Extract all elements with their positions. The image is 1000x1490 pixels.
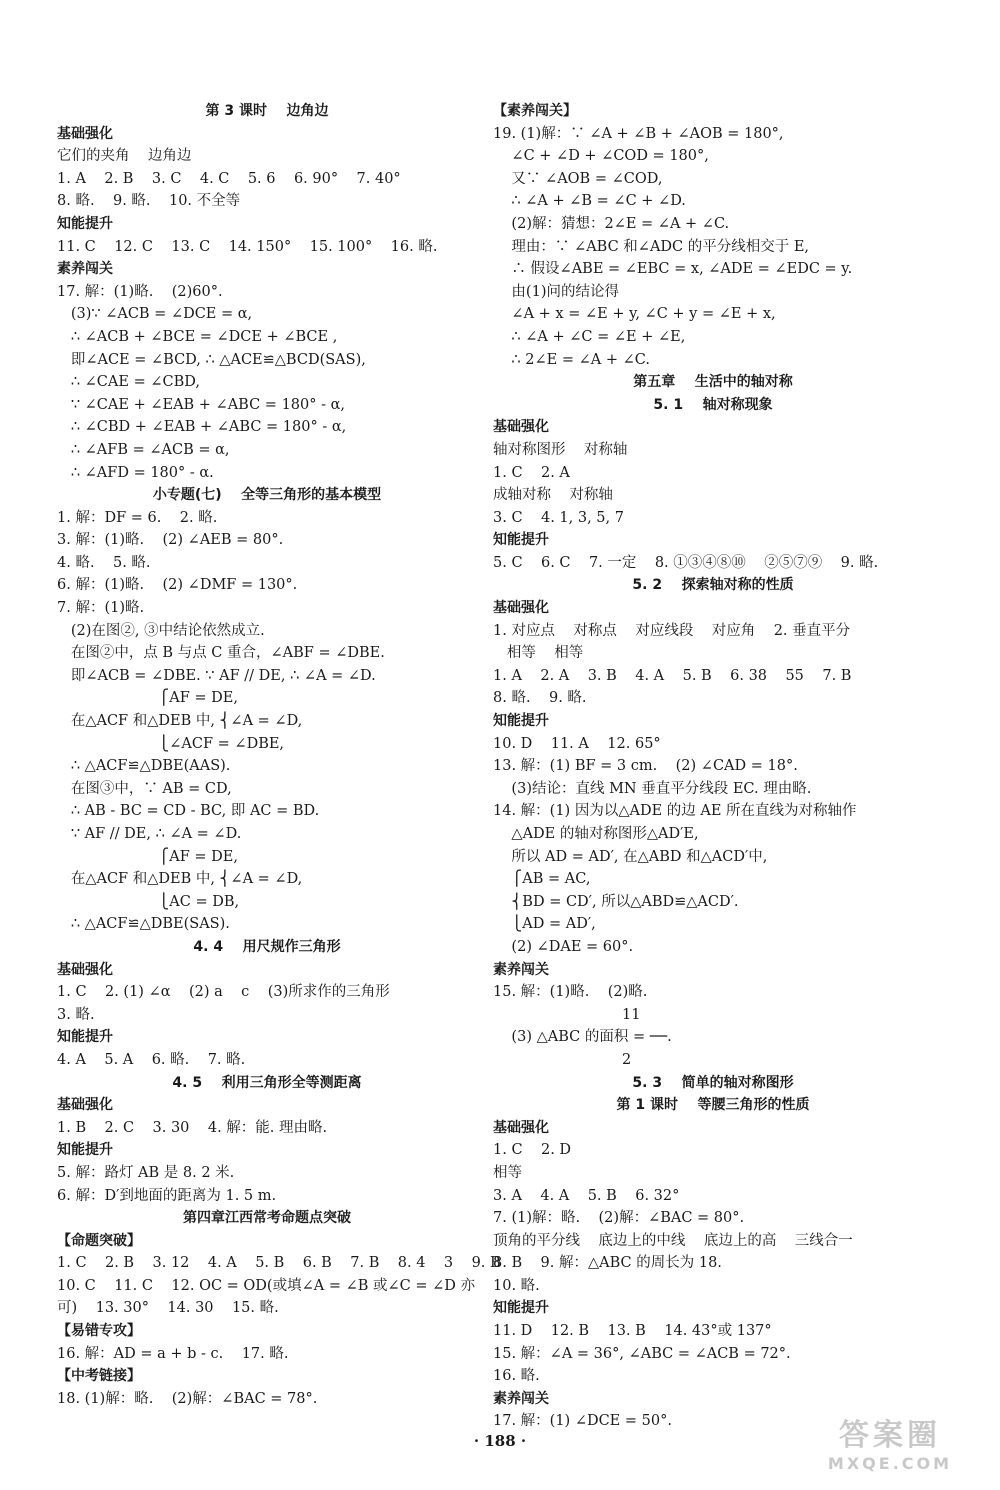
- section-label: 基础强化: [493, 1119, 549, 1136]
- answer-line: ∴ ∠ACB + ∠BCE = ∠DCE + ∠BCE ,: [57, 328, 338, 345]
- watermark-text: 答案圈: [839, 1418, 941, 1453]
- answer-line: 6. 解：D′到地面的距离为 1. 5 m.: [57, 1187, 277, 1204]
- section-heading: 第 3 课时 边角边: [205, 103, 329, 119]
- answer-line: 2: [493, 1051, 632, 1068]
- answer-line: 11. C 12. C 13. C 14. 150° 15. 100° 16. 略.: [57, 238, 438, 255]
- answer-line: 即∠ACB = ∠DBE. ∵ AF // DE, ∴ ∠A = ∠D.: [57, 667, 376, 684]
- section-label: 知能提升: [57, 1029, 113, 1046]
- answer-line: 1. B 2. C 3. 30 4. 解：能. 理由略.: [57, 1119, 328, 1136]
- section-heading: 4. 4 用尺规作三角形: [193, 938, 341, 955]
- answer-line: 8. 略. 9. 略. 10. 不全等: [57, 193, 241, 210]
- answer-line: 相等 相等: [493, 645, 584, 662]
- section-heading: 5. 1 轴对称现象: [653, 396, 773, 413]
- answer-line: 在图②中，点 B 与点 C 重合，∠ABF = ∠DBE.: [57, 645, 385, 662]
- section-label: 知能提升: [493, 713, 549, 730]
- section-label: 素养闯关: [57, 261, 113, 278]
- answer-line: 3. 略.: [57, 1006, 95, 1023]
- section-heading: 第 1 课时 等腰三角形的性质: [616, 1097, 810, 1114]
- section-label: 基础强化: [57, 1097, 113, 1114]
- answer-line: 13. 解：(1) BF = 3 cm. (2) ∠CAD = 18°.: [493, 758, 798, 775]
- section-label: 【命题突破】: [57, 1232, 141, 1249]
- answer-line: 3. A 4. A 5. B 6. 32°: [493, 1187, 680, 1204]
- answer-line: 顶角的平分线 底边上的中线 底边上的高 三线合一: [493, 1232, 853, 1249]
- section-heading: 5. 3 简单的轴对称图形: [632, 1074, 794, 1091]
- answer-line: 16. 解：AD = a + b - c. 17. 略.: [57, 1345, 289, 1362]
- answer-line: 15. 解：(1)略. (2)略.: [493, 984, 648, 1001]
- answer-line: ∠A + x = ∠E + y, ∠C + y = ∠E + x,: [493, 306, 776, 323]
- answer-line: ∴ △ACF≌△DBE(SAS).: [57, 916, 230, 933]
- answer-line: ∵ ∠CAE + ∠EAB + ∠ABC = 180° - α,: [57, 396, 346, 413]
- answer-line: 1. 对应点 对称点 对应线段 对应角 2. 垂直平分: [493, 622, 851, 639]
- answer-line: 17. 解：(1) ∠DCE = 50°.: [493, 1413, 672, 1430]
- answer-line: 1. C 2. (1) ∠α (2) a c (3)所求作的三角形: [57, 984, 390, 1001]
- answer-line: ∵ AF // DE, ∴ ∠A = ∠D.: [57, 826, 242, 842]
- answer-line: 15. 解：∠A = 36°, ∠ABC = ∠ACB = 72°.: [493, 1345, 791, 1362]
- page-number: · 188 ·: [473, 1432, 527, 1450]
- answer-line: ⎩∠ACF = ∠DBE,: [57, 735, 285, 752]
- answer-line: ⎩AD = AD′,: [493, 916, 596, 933]
- answer-line: 1. 解：DF = 6. 2. 略.: [57, 509, 218, 526]
- answer-line: (3)结论：直线 MN 垂直平分线段 EC. 理由略.: [493, 780, 812, 797]
- answer-line: (2)在图②, ③中结论依然成立.: [57, 622, 265, 639]
- section-label: 基础强化: [493, 419, 549, 436]
- answer-line: 19. (1)解：∵ ∠A + ∠B + ∠AOB = 180°,: [493, 125, 784, 142]
- answer-line: ∴ AB - BC = CD - BC, 即 AC = BD.: [57, 803, 320, 820]
- answer-line: 在△ACF 和△DEB 中, ⎨∠A = ∠D,: [57, 871, 303, 888]
- answer-line: 在图③中，∵ AB = CD,: [57, 780, 232, 797]
- section-label: 基础强化: [493, 600, 549, 617]
- answer-line: ∴ ∠CBD + ∠EAB + ∠ABC = 180° - α,: [57, 419, 347, 436]
- answer-line: 5. C 6. C 7. 一定 8. ①③④⑧⑩ ②⑤⑦⑨ 9. 略.: [493, 554, 879, 571]
- answer-line: 18. (1)解：略. (2)解：∠BAC = 78°.: [57, 1390, 318, 1407]
- answer-line: 轴对称图形 对称轴: [493, 441, 628, 458]
- answer-line: ⎩AC = DB,: [57, 893, 240, 910]
- section-heading: 第五章 生活中的轴对称: [633, 374, 793, 391]
- section-heading: 5. 2 探索轴对称的性质: [632, 577, 794, 594]
- section-heading: 小专题(七) 全等三角形的基本模型: [152, 487, 382, 504]
- section-label: 【中考链接】: [57, 1368, 141, 1385]
- answer-line: 14. 解：(1) 因为以△ADE 的边 AE 所在直线为对称轴作: [493, 803, 857, 820]
- answer-line: 11: [493, 1006, 641, 1023]
- answer-line: 7. 解：(1)略.: [57, 600, 145, 617]
- answer-line: 7. (1)解：略. (2)解：∠BAC = 80°.: [493, 1210, 745, 1227]
- section-label: 素养闯关: [493, 1390, 549, 1407]
- section-label: 知能提升: [57, 215, 113, 232]
- answer-line: 即∠ACE = ∠BCD, ∴ △ACE≌△BCD(SAS),: [57, 351, 366, 368]
- watermark-url: MXQE.COM: [827, 1454, 953, 1473]
- answer-line: △ADE 的轴对称图形△AD′E,: [493, 826, 699, 842]
- answer-line: (3) △ABC 的面积 = ──.: [493, 1029, 672, 1046]
- section-label: 知能提升: [493, 1300, 549, 1317]
- answer-line: 1. C 2. D: [493, 1142, 572, 1159]
- answer-line: (3)∵ ∠ACB = ∠DCE = α,: [57, 306, 253, 323]
- answer-line: ∴ ∠A + ∠B = ∠C + ∠D.: [493, 193, 686, 210]
- section-heading: 4. 5 利用三角形全等测距离: [172, 1074, 362, 1091]
- answer-line: 所以 AD = AD′, 在△ABD 和△ACD′中,: [493, 848, 768, 865]
- answer-line: ⎧AF = DE,: [57, 690, 238, 707]
- answer-line: 16. 略.: [493, 1368, 540, 1385]
- answer-line: 1. A 2. A 3. B 4. A 5. B 6. 38 55 7. B: [493, 667, 852, 684]
- answer-line: 5. 解：路灯 AB 是 8. 2 米.: [57, 1164, 235, 1181]
- right-column: [493, 100, 933, 1433]
- watermark-logo: [800, 1418, 980, 1478]
- answer-line: ∠C + ∠D + ∠COD = 180°,: [493, 148, 709, 165]
- answer-line: 又∵ ∠AOB = ∠COD,: [493, 170, 663, 187]
- answer-line: (2) ∠DAE = 60°.: [493, 938, 634, 955]
- section-label: 知能提升: [493, 532, 549, 549]
- answer-line: 可) 13. 30° 14. 30 15. 略.: [57, 1300, 279, 1317]
- left-column: [57, 100, 501, 1410]
- answer-line: ⎨BD = CD′, 所以△ABD≌△ACD′.: [493, 893, 739, 910]
- answer-line: 10. C 11. C 12. OC = OD(或填∠A = ∠B 或∠C = ∠D 亦: [57, 1277, 475, 1294]
- section-label: 基础强化: [57, 961, 113, 978]
- answer-line: 在△ACF 和△DEB 中, ⎨∠A = ∠D,: [57, 713, 303, 730]
- section-label: 素养闯关: [493, 961, 549, 978]
- section-label: 【素养闯关】: [493, 103, 577, 119]
- answer-line: ⎧AB = AC,: [493, 871, 591, 888]
- section-label: 【易错专攻】: [57, 1323, 141, 1340]
- answer-line: ∴ ∠CAE = ∠CBD,: [57, 374, 200, 391]
- answer-line: 1. C 2. B 3. 12 4. A 5. B 6. B 7. B 8. 4 3 9. B: [57, 1255, 501, 1272]
- answer-line: 8. 略. 9. 略.: [493, 690, 587, 707]
- answer-line: 成轴对称 对称轴: [493, 487, 613, 504]
- section-label: 基础强化: [57, 125, 113, 142]
- answer-line: 理由：∵ ∠ABC 和∠ADC 的平分线相交于 E,: [493, 238, 810, 255]
- answer-line: 4. 略. 5. 略.: [57, 554, 151, 571]
- answer-line: 相等: [493, 1164, 522, 1181]
- answer-line: 8. B 9. 解：△ABC 的周长为 18.: [493, 1255, 722, 1272]
- answer-line: ∴ ∠AFB = ∠ACB = α,: [57, 441, 230, 458]
- answer-line: 4. A 5. A 6. 略. 7. 略.: [57, 1051, 246, 1068]
- answer-line: 11. D 12. B 13. B 14. 43°或 137°: [493, 1323, 772, 1340]
- section-heading: 第四章江西常考命题点突破: [183, 1210, 351, 1227]
- answer-line: 10. 略.: [493, 1277, 540, 1294]
- answer-line: 6. 解：(1)略. (2) ∠DMF = 130°.: [57, 577, 298, 594]
- answer-line: 1. A 2. B 3. C 4. C 5. 6 6. 90° 7. 40°: [57, 170, 401, 187]
- answer-line: (2)解：猜想：2∠E = ∠A + ∠C.: [493, 215, 730, 232]
- answer-line: 1. C 2. A: [493, 464, 570, 481]
- answer-line: ∴ ∠A + ∠C = ∠E + ∠E,: [493, 328, 686, 345]
- answer-line: ∴ 2∠E = ∠A + ∠C.: [493, 351, 650, 368]
- answer-line: ∴ ∠AFD = 180° - α.: [57, 464, 214, 481]
- answer-line: 它们的夹角 边角边: [57, 148, 192, 165]
- answer-line: ∴ △ACF≌△DBE(AAS).: [57, 758, 231, 775]
- section-label: 知能提升: [57, 1142, 113, 1159]
- answer-line: 10. D 11. A 12. 65°: [493, 735, 661, 752]
- answer-line: 17. 解：(1)略. (2)60°.: [57, 283, 223, 300]
- answer-line: ⎧AF = DE,: [57, 848, 238, 865]
- answer-line: 3. 解：(1)略. (2) ∠AEB = 80°.: [57, 532, 284, 549]
- answer-line: 3. C 4. 1, 3, 5, 7: [493, 509, 624, 526]
- answer-line: ∴ 假设∠ABE = ∠EBC = x, ∠ADE = ∠EDC = y.: [493, 261, 853, 278]
- answer-line: 由(1)问的结论得: [493, 283, 619, 300]
